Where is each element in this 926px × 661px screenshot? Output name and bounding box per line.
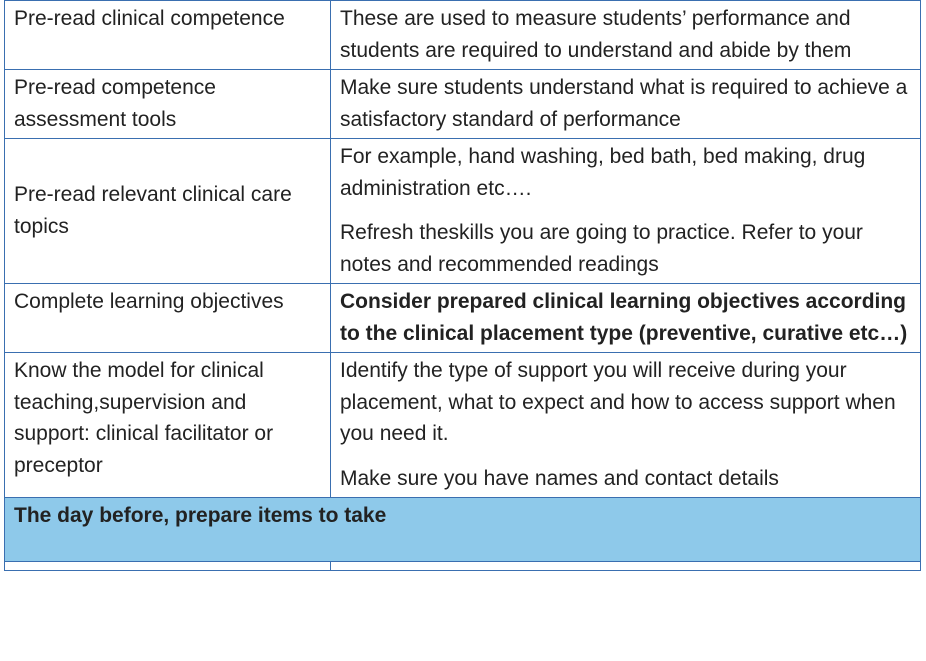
task-cell <box>5 353 331 498</box>
task-text: Pre-read relevant clinical care topics <box>14 183 292 238</box>
description-text: For example, hand washing, bed bath, bed making, drug administration etc…. <box>340 145 866 200</box>
task-text: Know the model for clinical teaching,supervision and support: clinical facilitator or preceptor <box>14 359 274 477</box>
task-cell <box>5 139 331 284</box>
table-row-continued <box>5 562 921 571</box>
table-row <box>5 353 921 498</box>
description-cell <box>331 139 921 284</box>
task-cell <box>5 1 331 70</box>
description-text: Make sure you have names and contact details <box>340 466 779 490</box>
description-text: Consider prepared clinical learning objectives according to the clinical placement type (preventive, curative etc…) <box>340 290 908 345</box>
table-row <box>5 1 921 70</box>
task-cell <box>5 284 331 353</box>
table-row <box>5 284 921 353</box>
description-text: Make sure students understand what is required to achieve a satisfactory standard of performance <box>340 76 908 131</box>
description-text: Refresh theskills you are going to practice. Refer to your notes and recommended readings <box>340 221 863 276</box>
description-cell <box>331 70 921 139</box>
description-cell <box>331 284 921 353</box>
task-cell <box>5 70 331 139</box>
task-text: Complete learning objectives <box>14 290 284 313</box>
section-heading: The day before, prepare items to take <box>5 498 921 562</box>
description-cell <box>331 353 921 498</box>
section-heading-row <box>5 498 921 562</box>
table-row <box>5 139 921 284</box>
empty-cell <box>5 562 331 571</box>
description-cell <box>331 1 921 70</box>
table-row <box>5 70 921 139</box>
task-text: Pre-read clinical competence <box>14 7 285 30</box>
preparation-table <box>4 0 921 571</box>
description-text: Identify the type of support you will receive during your placement, what to expect and how to access support when you need it. <box>340 359 896 445</box>
task-text: Pre-read competence assessment tools <box>14 76 216 131</box>
description-text: These are used to measure students’ performance and students are required to understand and abide by them <box>340 7 852 62</box>
empty-cell <box>331 562 921 571</box>
